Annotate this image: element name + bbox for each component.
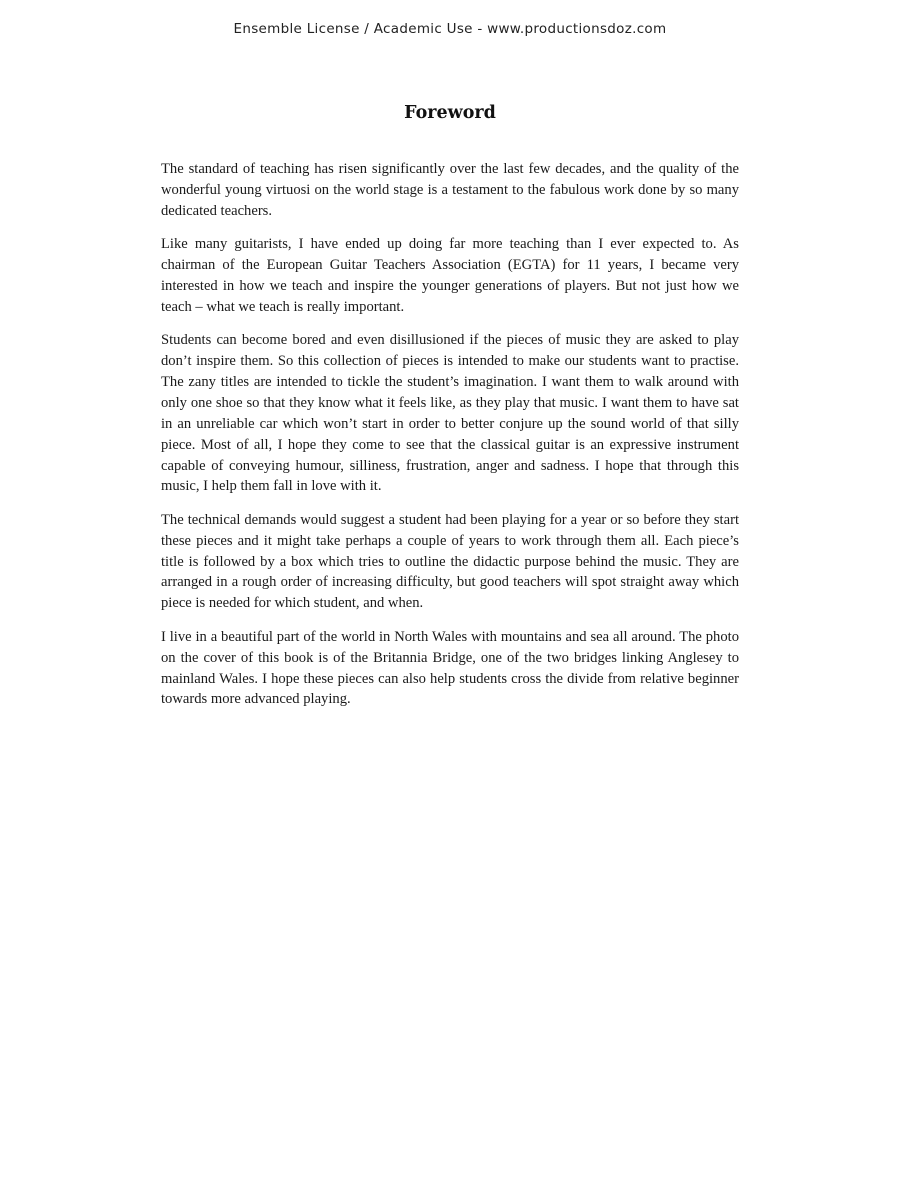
paragraph-north-wales: I live in a beautiful part of the world in North Wales with mountains and sea all around. The photo on the cover of this book is of the Britannia Bridge, one of the two bridges linking Anglesey to mainland Wales. I hope these pieces can also help students cross the divide from relative beginner towards more advanced playing. <box>161 628 739 708</box>
foreword-body <box>161 159 739 723</box>
paragraph-inspiration: Students can become bored and even disillusioned if the pieces of music they are asked to play don’t inspire them. So this collection of pieces is intended to make our students want to practise. The zany titles are intended to tickle the student’s imagination. I want them to walk around with only one shoe so that they know what it feels like, as they play that music. I want them to have sat in an unreliable car which won’t start in order to better conjure up the sound world of that silly piece. Most of all, I hope they come to see that the classical guitar is an expressive instrument capable of conveying humour, silliness, frustration, anger and sadness. I hope that through this music, I help them fall in love with it. <box>161 332 739 495</box>
page-title: Foreword <box>404 103 496 123</box>
paragraph-technical-demands: The technical demands would suggest a student had been playing for a year or so before they start these pieces and it might take perhaps a couple of years to work through them all. Each piece’s title is followed by a box which tries to outline the didactic purpose behind the music. They are arranged in a rough order of increasing difficulty, but good teachers will spot straight away which piece is needed for which student, and when. <box>161 511 739 612</box>
license-watermark: Ensemble License / Academic Use - www.productionsdoz.com <box>233 21 667 37</box>
paragraph-egta: Like many guitarists, I have ended up doing far more teaching than I ever expected to. As chairman of the European Guitar Teachers Association (EGTA) for 11 years, I became very interested in how we teach and inspire the younger generations of players. But not just how we teach – what we teach is really important. <box>161 236 739 315</box>
paragraph-teaching-standard: The standard of teaching has risen significantly over the last few decades, and the quality of the wonderful young virtuosi on the world stage is a testament to the fabulous work done by so many dedicated teachers. <box>161 161 739 219</box>
